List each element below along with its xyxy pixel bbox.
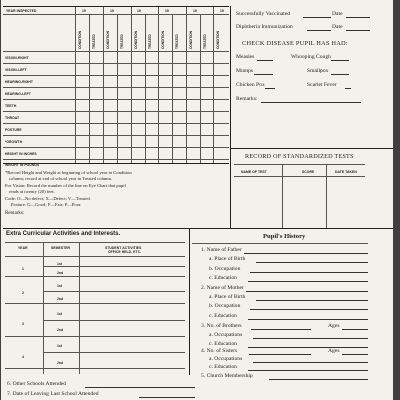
father-label: 1. Name of Father (201, 247, 242, 253)
brothers-occupations-label: a. Occupations (209, 332, 243, 338)
form-page (1, 0, 393, 400)
brothers-ages-label: Ages (328, 323, 340, 329)
col-treated-2: TREATED (120, 34, 124, 49)
brothers-label: 3. No. of Brothers (201, 323, 242, 329)
tests-heading: RECORD OF STANDARDIZED TESTS (245, 153, 354, 160)
sisters-ages-label: Ages (328, 348, 340, 354)
chicken-pox-label: Chicken Pox (236, 82, 265, 88)
vaccinated-label: Successfully Vaccinated (236, 11, 291, 17)
extra-year-4: 4 (22, 355, 24, 359)
row-label-growth: *GROWTH (5, 140, 23, 144)
extra-sem-4-1: 1st (57, 344, 63, 348)
extra-sem-2-2: 2nd (57, 297, 64, 301)
tests-col-date: DATE TAKEN (335, 170, 357, 174)
extra-col-activities-1: STUDENT ACTIVITIES (105, 246, 142, 250)
col-treated-1: TREATED (92, 34, 96, 49)
col-condition-5: CONDITION (189, 31, 193, 49)
row-label-vision-right: VISION-RIGHT (5, 56, 29, 60)
col-condition-4: CONDITION (161, 31, 165, 49)
note-line-1: *Record Height and Weight at beginning of school year in Condition (5, 170, 132, 175)
mother-occupation-label: b. Occupation (209, 303, 241, 309)
extra-year-3: 3 (22, 322, 24, 326)
whooping-cough-label: Whooping Cough (291, 54, 331, 60)
mumps-label: Mumps (236, 68, 254, 74)
extra-col-year: YEAR (18, 246, 28, 250)
row-label-throat: THROAT (5, 116, 20, 120)
father-occupation-label: b. Occupation (209, 266, 241, 272)
sisters-occupations-label: a. Occupations (209, 356, 243, 362)
extra-col-activities-2: OFFICE HELD, ETC. (108, 250, 142, 254)
extra-curricular-heading: Extra Curricular Activities and Interests. (6, 231, 121, 237)
col-treated-5: TREATED (203, 34, 207, 49)
extra-sem-4-2: 2nd (57, 361, 64, 365)
mother-label: 2. Name of Mother (201, 285, 244, 291)
extra-col-semester: SEMESTER (51, 246, 71, 250)
health-inspection-grid (3, 6, 229, 167)
year-19-1: 19 (82, 9, 86, 13)
mother-birth-label: a. Place of Birth (209, 294, 246, 300)
measles-label: Measles (236, 54, 255, 60)
tests-col-name: NAME OF TEST (241, 170, 267, 174)
note-line-2: column; record at end of school year in Treated column. (9, 176, 113, 181)
col-treated-3: TREATED (148, 34, 152, 49)
diphtheria-date-label: Date (332, 24, 343, 30)
smallpox-label: Smallpox (307, 68, 329, 74)
mother-education-label: c. Education (209, 313, 237, 319)
father-birth-label: a. Place of Birth (209, 256, 246, 262)
history-heading: Pupil's History (263, 233, 306, 240)
extra-year-2: 2 (22, 291, 24, 295)
disease-heading: CHECK DISEASE PUPIL HAS HAD: (242, 40, 348, 47)
note-line-3: For Vision: Record the number of the line on Eye Chart that pupil (5, 183, 126, 188)
col-condition-1: CONDITION (78, 31, 82, 49)
note-line-4: reads at twenty (20) feet. (9, 189, 55, 194)
father-education-label: c. Education (209, 275, 237, 281)
row-label-weight: WEIGHT IN POUNDS (5, 163, 40, 167)
brothers-education-label: c. Education (209, 341, 237, 347)
extra-sem-1-1: 1st (57, 262, 63, 266)
col-treated-4: TREATED (175, 34, 179, 49)
tests-col-score: SCORE (302, 170, 315, 174)
extra-sem-3-1: 1st (57, 312, 63, 316)
sisters-label: 4. No. of Sisters (201, 348, 238, 354)
row-label-teeth: TEETH (5, 104, 17, 108)
row-label-posture: POSTURE (5, 128, 22, 132)
year-19-3: 19 (137, 9, 141, 13)
church-label: 5. Church Membership (201, 373, 253, 379)
col-condition-6: CONDITION (216, 31, 220, 49)
col-condition-3: CONDITION (134, 31, 138, 49)
diphtheria-label: Diphtheria Immunization (236, 24, 293, 30)
date-leaving-label: 7. Date of Leaving Last School Attended (7, 391, 99, 397)
sisters-education-label: c. Education (209, 364, 237, 370)
row-label-vision-left: VISION-LEFT (5, 68, 27, 72)
extra-sem-3-2: 2nd (57, 328, 64, 332)
row-label-hearing-right: HEARING-RIGHT (5, 80, 33, 84)
col-condition-2: CONDITION (106, 31, 110, 49)
year-inspected-label: YEAR INSPECTED (6, 9, 37, 13)
note-line-5: Code: O—No defect; X—Defect; V—Treated. (5, 196, 91, 201)
extra-sem-2-1: 1st (57, 284, 63, 288)
year-19-2: 19 (110, 9, 114, 13)
year-19-6: 19 (220, 9, 224, 13)
disease-remarks-label: Remarks: (236, 96, 258, 102)
notes-remarks-label: Remarks: (5, 211, 25, 216)
scarlet-fever-label: Scarlet Fever (307, 82, 337, 88)
extra-year-1: 1 (22, 267, 24, 271)
year-19-4: 19 (165, 9, 169, 13)
vaccinated-date-label: Date (332, 11, 343, 17)
row-label-height: HEIGHT IN INCHES (5, 152, 37, 156)
year-19-5: 19 (193, 9, 197, 13)
other-schools-label: 6. Other Schools Attended (7, 381, 67, 387)
extra-sem-1-2: 2nd (57, 271, 64, 275)
note-line-6: Posture: G—Good; F—Fair; P—Poor. (11, 202, 82, 207)
row-label-hearing-left: HEARING-LEFT (5, 92, 31, 96)
